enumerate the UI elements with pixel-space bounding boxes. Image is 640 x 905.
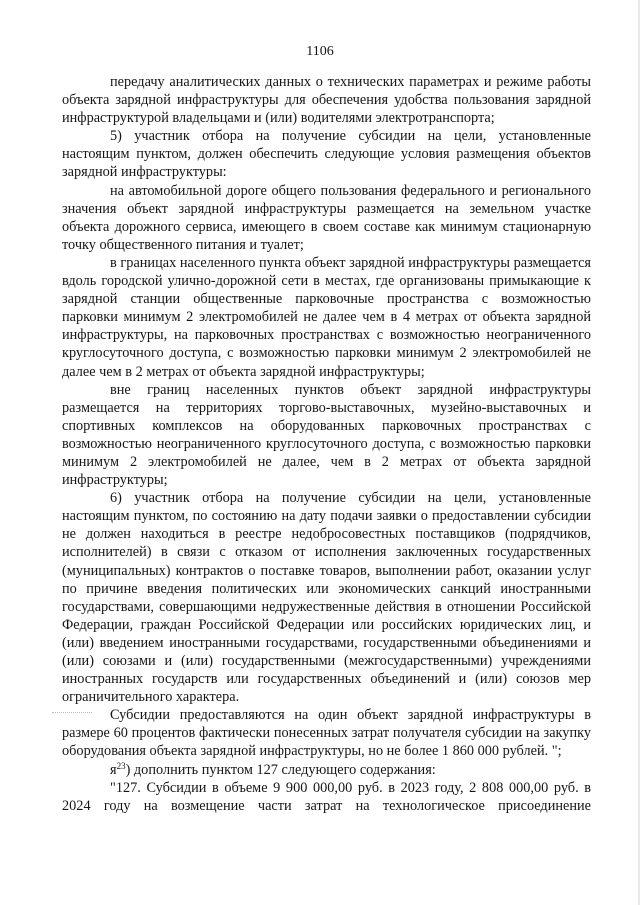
paragraph-federal-roads: на автомобильной дороге общего пользования федерального и регионального значения объект зарядной инфраструктуры размещается на земельном участке объекта дорожного сервиса, имеющего в своем составе как минимум стационарную точку общественного питания и туалет;: [62, 182, 591, 253]
amendment-prefix: я: [110, 761, 117, 778]
paragraph-within-settlements: в границах населенного пункта объект зарядной инфраструктуры размещается вдоль городской улично-дорожной сети в местах, где организованы примыкающие к зарядной станции общественные парковочные пространства с возможностью парковки минимум 2 электромобилей не далее чем в 4 метрах от объекта зарядной инфраструктуры, на парковочных пространствах с возможностью неограниченного круглосуточного доступа, с возможностью парковки минимум 2 электромобилей не далее чем в 2 метрах от объекта зарядной инфраструктуры;: [62, 254, 591, 380]
paragraph-item-127: "127. Субсидии в объеме 9 900 000,00 руб. в 2023 году, 2 808 000,00 руб. в 2024 году на возмещение части затрат на технологическое присоединение: [62, 779, 591, 814]
scan-mark: [52, 712, 92, 716]
paragraph-data-transfer: передачу аналитических данных о технических параметрах и режиме работы объекта зарядной инфраструктуры для обеспечения удобства пользования зарядной инфраструктурой владельцами и (или) водителями электротранспорта;: [62, 74, 591, 127]
paragraph-item-5: 5) участник отбора на получение субсидии на цели, установленные настоящим пунктом, должен обеспечить следующие условия размещения объектов зарядной инфраструктуры:: [62, 128, 591, 181]
amendment-text: ) дополнить пунктом 127 следующего содержания:: [125, 761, 436, 778]
paragraph-subsidy-amount: Субсидии предоставляются на один объект зарядной инфраструктуры в размере 60 процентов фактически понесенных затрат получателя субсидии на закупку оборудования объекта зарядной инфраструктуры, но не более 1 860 000 рублей. ";: [62, 707, 591, 760]
paragraph-item-6: 6) участник отбора на получение субсидии на цели, установленные настоящим пунктом, по состоянию на дату подачи заявки о предоставлении субсидии не должен находиться в реестре недобросовестных поставщиков (подрядчиков, исполнителей) в связи с отказом от исполнения заключенных государственных (муниципальных) контрактов о поставке товаров, выполнении работ, оказании услуг по причине введения политических или экономических санкций иностранными государствами, совершающими недружественные действия в отношении Российской Федерации, граждан Российской Федерации или российских юридических лиц, и (или) введением иностранными государствами, государственными объединениями и (или) союзами и (или) государственными (межгосударственными) учреждениями иностранных государств или государственных объединений и (или) союзов мер ограничительного характера.: [62, 490, 591, 706]
amendment-line: [62, 761, 591, 779]
amendment-superscript: 23: [116, 760, 126, 771]
paragraph-outside-settlements: вне границ населенных пунктов объект зарядной инфраструктуры размещается на территориях торгово-выставочных, музейно-выставочных и спортивных комплексов на оборудованных парковочных пространствах с возможностью неограниченного круглосуточного доступа, с возможностью парковки минимум 2 электромобилей не далее, чем в 2 метрах от объекта зарядной инфраструктуры;: [62, 381, 591, 489]
document-body: [62, 73, 591, 815]
page-number: 1106: [306, 44, 334, 59]
